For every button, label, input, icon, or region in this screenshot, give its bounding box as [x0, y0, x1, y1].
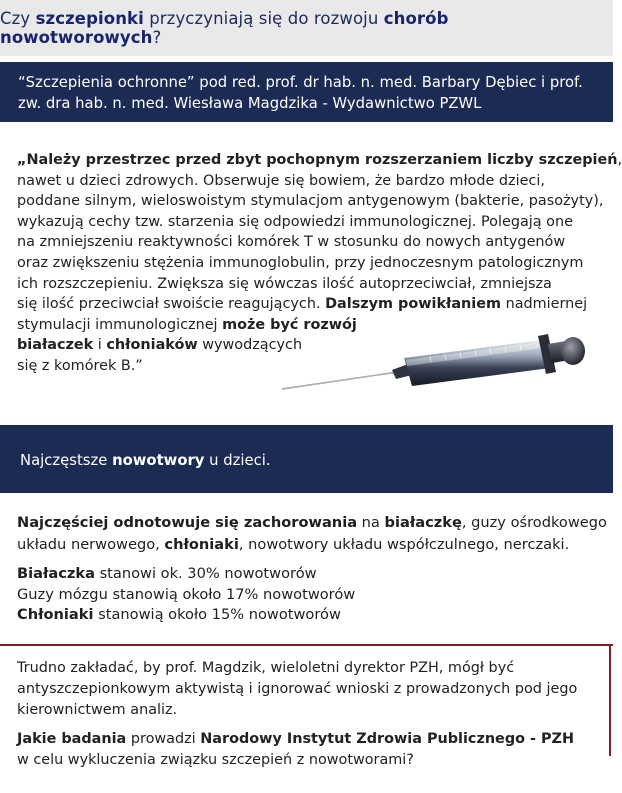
- quote-text: wywodzących: [197, 337, 303, 354]
- quote-line: się z komórek B.”: [17, 357, 143, 374]
- quote-line: wykazują cechy tzw. starzenia się odpowiedzi immunologicznej. Polegają one: [17, 213, 573, 230]
- cancer-text: , nowotwory układu współczulnego, nerczaki.: [238, 535, 570, 553]
- quote-bold: Dalszym powikłaniem: [325, 296, 501, 313]
- title-text: [0, 9, 613, 47]
- closing-line: antyszczepionkowym aktywistą i ignorować wnioski z prowadzonych pod jego: [17, 681, 578, 697]
- cancer-text: na: [357, 514, 385, 531]
- stat-brain-tumors: Guzy mózgu stanowią około 17% nowotworów: [17, 585, 356, 603]
- quote-text: ,: [617, 152, 622, 168]
- heading-text: Najczęstsze: [20, 452, 113, 469]
- title-part: Czy: [0, 9, 36, 28]
- quote-line: [17, 294, 597, 315]
- cancer-text: , guzy ośrodkowego: [461, 514, 607, 531]
- cancer-statistics: [17, 512, 607, 626]
- closing-text: [17, 658, 602, 771]
- source-banner: [0, 62, 613, 122]
- cancer-bold: chłoniaki: [164, 535, 239, 553]
- title-bold-cancer: chorób nowotworowych: [0, 9, 449, 47]
- title-bold-vaccines: szczepionki: [35, 9, 144, 28]
- quote-text: się ilość przeciwciał swoiście reagujących.: [17, 296, 326, 313]
- source-line: “Szczepienia ochronne” pod red. prof. dr hab. n. med. Barbary Dębiec i prof.: [18, 74, 583, 91]
- closing-line: kierownictwem analiz.: [17, 702, 178, 718]
- title-part: przyczyniają się do rozwoju: [143, 9, 384, 28]
- heading-bold: nowotwory: [112, 452, 205, 469]
- closing-question: [17, 729, 602, 750]
- cancer-bold: Najczęściej odnotowuje się zachorowania: [17, 514, 358, 531]
- section-heading-banner: [0, 425, 613, 493]
- closing-bold: Jakie badania: [17, 731, 127, 747]
- quote-text: i: [93, 337, 107, 354]
- stat-text: stanowi ok. 30% nowotworów: [94, 565, 317, 582]
- quote-line: nawet u dzieci zdrowych. Obserwuje się bowiem, że bardzo młode dzieci,: [17, 172, 545, 189]
- stat-text: stanowią około 15% nowotworów: [93, 606, 341, 623]
- quote-text: stymulacji immunologicznej: [17, 316, 223, 333]
- quote-line: [17, 150, 622, 171]
- stat-bold: Białaczka: [17, 565, 95, 582]
- page-title: [0, 0, 613, 56]
- closing-line: w celu wykluczenia związku szczepień z nowotworami?: [17, 752, 414, 768]
- title-part: ?: [152, 28, 162, 47]
- quote-bold: chłoniaków: [106, 337, 198, 354]
- quote-line: [17, 315, 597, 336]
- quote-line: ich rozszczepieniu. Zwiększa się wówczas ilość autoprzeciwciał, zmniejsza: [17, 275, 552, 292]
- source-line: zw. dra hab. n. med. Wiesława Magdzika - Wydawnictwo PZWL: [18, 95, 482, 112]
- closing-border: [609, 646, 611, 756]
- closing-bold: Narodowy Instytut Zdrowia Publicznego - PZH: [200, 731, 575, 747]
- quote-line: oraz zwiększeniu stężenia immunoglobulin, przy jednoczesnym patologicznym: [17, 254, 584, 271]
- quote-line: poddane silnym, wieloswoistym stymulacjom antygenowym (bakterie, pasożyty),: [17, 193, 604, 210]
- closing-line: Trudno zakładać, by prof. Magdzik, wieloletni dyrektor PZH, mógł być: [17, 660, 515, 676]
- closing-text-span: prowadzi: [126, 731, 201, 747]
- stat-lymphoma: [17, 605, 607, 626]
- cancer-text: układu nerwowego,: [17, 535, 165, 553]
- stat-leukemia: [17, 564, 607, 585]
- quote-bold: „Należy przestrzec przed zbyt pochopnym rozszerzaniem liczby szczepień: [17, 152, 618, 168]
- quote-text: nadmiernej: [501, 296, 588, 313]
- cancer-paragraph: [17, 512, 607, 555]
- syringe-icon: [280, 334, 590, 398]
- closing-box: [0, 644, 613, 793]
- stat-bold: Chłoniaki: [17, 606, 94, 623]
- quote-bold: może być rozwój: [222, 316, 357, 333]
- heading-text: u dzieci.: [204, 452, 271, 469]
- quote-bold: białaczek: [17, 337, 94, 354]
- cancer-bold: białaczkę: [384, 514, 462, 531]
- quote-line: na zmniejszeniu reaktywności komórek T w stosunku do nowych antygenów: [17, 234, 566, 251]
